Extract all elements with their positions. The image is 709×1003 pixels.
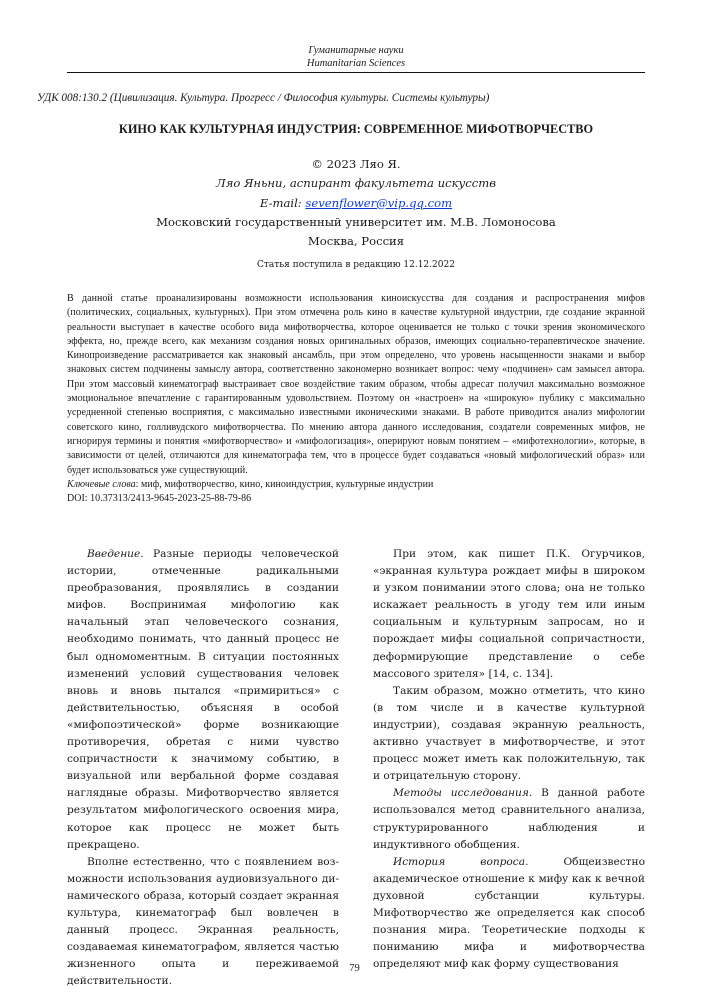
body-right-column (373, 546, 645, 973)
paragraph-introduction (67, 546, 339, 854)
paragraph-text: . Общеизвестно академическое отношение к мифу как к вечной духовной субстанции культуры. Мифотворчество же определяется как способ познания мира. Теоретические подходы к пониманию мифа и мифотворчества определяют миф как форму существования (373, 855, 645, 971)
keywords-list: : миф, мифотворчество, кино, киноиндустрия, культурные индустрии (135, 478, 434, 490)
paragraph-methods (373, 785, 645, 853)
paragraph (373, 683, 645, 786)
running-head (67, 44, 645, 70)
paragraph-text: При этом, как пишет П.К. Огурчиков, «экранная культура рождает мифы в широком и узком понимании этого слова; она не только искажает реальность в угоду тем или иным социальным и культурным запросам, но и порождает мифы социальной сопричастности, деформирующие представление о себе массового зрителя» [14, с. 134]. (373, 548, 645, 680)
abstract (67, 292, 645, 506)
section-lead-introduction: Введение (87, 548, 141, 560)
paragraph-text: . В данной работе использовался метод сравнительного анализа, структурированного наблюдения и индуктивного обобщения. (373, 787, 646, 851)
header-rule (67, 72, 645, 73)
received-date: Статья поступила в редакцию 12.12.2022 (257, 260, 455, 270)
body-left-column (67, 546, 339, 990)
section-lead-methods: Методы исследования (393, 787, 529, 800)
author-block (67, 155, 645, 251)
paragraph (373, 546, 645, 683)
email-link[interactable]: sevenflower@vip.qq.com (305, 195, 453, 210)
copyright-line: © 2023 Ляо Я. (311, 157, 401, 171)
email-line (67, 194, 645, 213)
running-head-ru: Гуманитарные науки (308, 45, 404, 56)
section-lead-history: История вопроса (393, 855, 526, 868)
article-title: КИНО КАК КУЛЬТУРНАЯ ИНДУСТРИЯ: СОВРЕМЕННОЕ МИФОТВОРЧЕСТВО (118, 122, 594, 136)
paragraph-text: Таким образом, можно отметить, что кино (в том числе и в качестве культурной индустрии), создавая экранную реальность, активно участвует в мифотворчестве, и этот процесс может иметь как положительную, так и отрицательную сторону. (373, 684, 645, 783)
location: Москва, Россия (307, 234, 405, 249)
author-name: Ляо Яньни, аспирант факультета искусств (216, 176, 496, 191)
paragraph-text: Вполне естественно, что с появлением возможности использования аудиовизуального динамического образа, который создает экранная культура, кинематограф был вовлечен в данный процесс. Экранная реальность, создаваемая кинематографом, является частью жизненного опыта и переживаемой действительности. (67, 855, 339, 988)
page-number: 79 (349, 963, 360, 974)
affiliation: Московский государственный университет им. М.В. Ломоносова (156, 214, 556, 229)
email-label: E-mail: (259, 195, 306, 210)
paragraph-text: . Разные периоды человеческой истории, отмеченные радикальными преобразования, проявлялись в создании мифов. Воспринимая мифологию как начальный этап человеческого сознания, необходимо понимать, что данный процесс не был одномоментным. В ситуации постоянных изменений условий существования человек вновь и вновь пытался «примириться» с действительностью, объясняя в особой «мифопоэтической» форме возникающие противоречия, обретая с ними чувство сопричастности к значимому событию, в визуальной или вербальной форме создавая наглядные образы. Мифотворчество является результатом мифологического освоения мира, которое как процесс не может быть прекращено. (67, 548, 339, 851)
keywords (67, 478, 645, 492)
udk-classification: УДК 008:130.2 (Цивилизация. Культура. Прогресс / Философия культуры. Системы культуры) (37, 92, 490, 104)
keywords-label: Ключевые слова (67, 478, 136, 490)
doi: DOI: 10.37313/2413-9645-2023-25-88-79-86 (67, 493, 252, 505)
abstract-text: В данной статье проанализированы возможности использования киноискусства для создания и распространения мифов (политических, социальных, культурных). При этом отмечена роль кино в качестве культурной индустрии, где создание экранной реальности выступает в качестве особого вида мифотворчества, которое оценивается не только с точки зрения экономического эффекта, но, прежде всего, как механизм создания новых оригинальных образов, имеющих социально-терапевтическое значение. Кинопроизведение рассматривается как знаковый ансамбль, при этом определено, что уровень насыщенности знаками и выбор знаковых систем подчинены замыслу автора, соответственно закономерно возникает вопрос: чему «подчинен» сам замысел автора. При этом массовый кинематограф выстраивает свое воздействие таким образом, чтобы адресат получил максимально возможное эмоциональное впечатление с гарантированным удовольствием. Поэтому он «настроен» на «широкую» публику с максимально усредненной степенью восприятия, с максимально известными иконическими знаками. В работе приводится анализ мифологии советского кино, голливудского мифотворчества. По мнению автора данного исследования, создатели современных мифов, не игнорируя термины и понятия «мифотворчество» и «мифологизация», оперируют новым понятием – «мифотехнологии», которые, в зависимости от целей, отличаются для кинематографа тем, что в процессе будет создаваться «новый мифологический образ» или будет использоваться уже существующий. (67, 293, 645, 476)
paragraph-history (373, 854, 645, 974)
running-head-en: Humanitarian Sciences (306, 58, 406, 69)
